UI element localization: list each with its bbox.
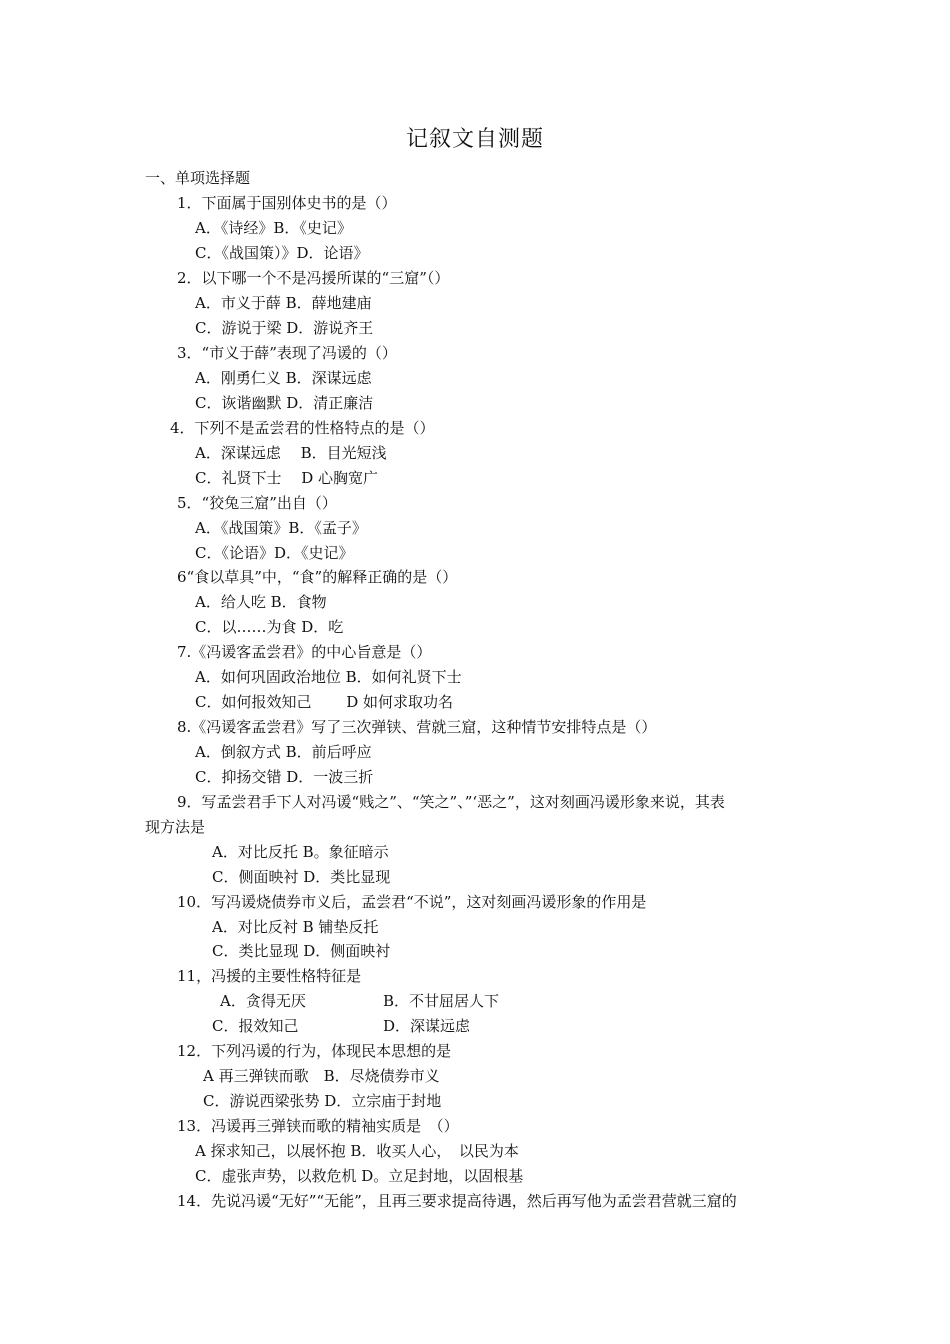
option-line: C．礼贤下士 D 心胸宽广 [195, 469, 379, 487]
option-line: C．游说于梁 D．游说齐王 [195, 319, 374, 337]
option-line: A．如何巩固政治地位 B．如何礼贤下士 [195, 668, 462, 686]
option-line: C．类比显现 D．侧面映衬 [212, 942, 391, 960]
question-line: 9．写孟尝君手下人对冯谖“贱之”、“笑之”、”‘恶之”，这对刻画冯谖形象来说，其表 [177, 793, 725, 811]
option-line: C．虚张声势，以救危机 D。立足封地，以固根基 [195, 1167, 524, 1185]
question-line: 8.《冯谖客孟尝君》写了三次弹铗、营就三窟，这种情节安排特点是（） [177, 718, 657, 736]
option-line: C．《论语》D．《史记》 [195, 544, 354, 562]
option-line: A．深谋远虑 B．目光短浅 [195, 444, 387, 462]
question-line: 7.《冯谖客孟尝君》的中心旨意是（） [177, 643, 432, 661]
option-line: A．对比反衬 B 铺垫反托 [212, 918, 379, 936]
option-line: A．刚勇仁义 B．深谋远虑 [195, 369, 372, 387]
option-line: A．《诗经》B．《史记》 [195, 219, 352, 237]
question-line: 3．“市义于薛”表现了冯谖的（） [177, 344, 397, 362]
question-line: 4．下列不是孟尝君的性格特点的是（） [170, 419, 435, 437]
question-line: 14．先说冯谖“无好”“无能”，且再三要求提高待遇，然后再写他为孟尝君营就三窟的 [177, 1192, 737, 1210]
option-line: A．给人吃 B．食物 [195, 593, 327, 611]
question-line: 1．下面属于国别体史书的是（） [177, 194, 397, 212]
option-line: C．抑扬交错 D．一波三折 [195, 768, 374, 786]
question-line: 2．以下哪一个不是冯援所谋的“三窟”（） [177, 269, 450, 287]
option-line: C．诙谐幽默 D．清正廉洁 [195, 394, 374, 412]
option-line: A 再三弹铗而歌 B．尽烧债券市义 [203, 1067, 440, 1085]
option-line: A．《战国策》B．《孟子》 [195, 519, 367, 537]
option-line: A．倒叙方式 B．前后呼应 [195, 743, 372, 761]
question-line-continued: 现方法是 [145, 818, 206, 836]
question-line: 6“食以草具”中，“食”的解释正确的是（） [177, 568, 458, 586]
option-line: B．不甘屈居人下 [383, 992, 500, 1010]
option-line: C．报效知己 [212, 1017, 299, 1035]
option-line: A．对比反托 B。象征暗示 [212, 843, 389, 861]
option-line: C．如何报效知己 D 如何求取功名 [195, 693, 454, 711]
option-line: A．贪得无厌 [220, 992, 306, 1010]
option-line: C．以……为食 D．吃 [195, 618, 344, 636]
option-line: A 探求知己，以展怀抱 B．收买人心， 以民为本 [195, 1142, 519, 1160]
option-line: C．《战国策）》D．论语》 [195, 244, 369, 262]
page-title: 记叙文自测题 [405, 127, 544, 152]
option-line: A．市义于薛 B．薛地建庙 [195, 294, 372, 312]
question-line: 12．下列冯谖的行为，体现民本思想的是 [177, 1042, 452, 1060]
option-line: C．游说西梁张势 D．立宗庙于封地 [203, 1092, 442, 1110]
option-line: C．侧面映衬 D．类比显现 [212, 868, 391, 886]
question-line: 5．“狡兔三窟”出自（） [177, 494, 337, 512]
section-heading: 一、单项选择题 [145, 169, 251, 187]
question-line: 13．冯谖再三弹铗而歌的精袖实质是 （） [177, 1117, 459, 1135]
option-line: D．深谋远虑 [383, 1017, 471, 1035]
question-line: 10．写冯谖烧债券市义后，孟尝君“不说”，这对刻画冯谖形象的作用是 [177, 893, 647, 911]
question-line: 11，冯援的主要性格特征是 [177, 967, 362, 985]
